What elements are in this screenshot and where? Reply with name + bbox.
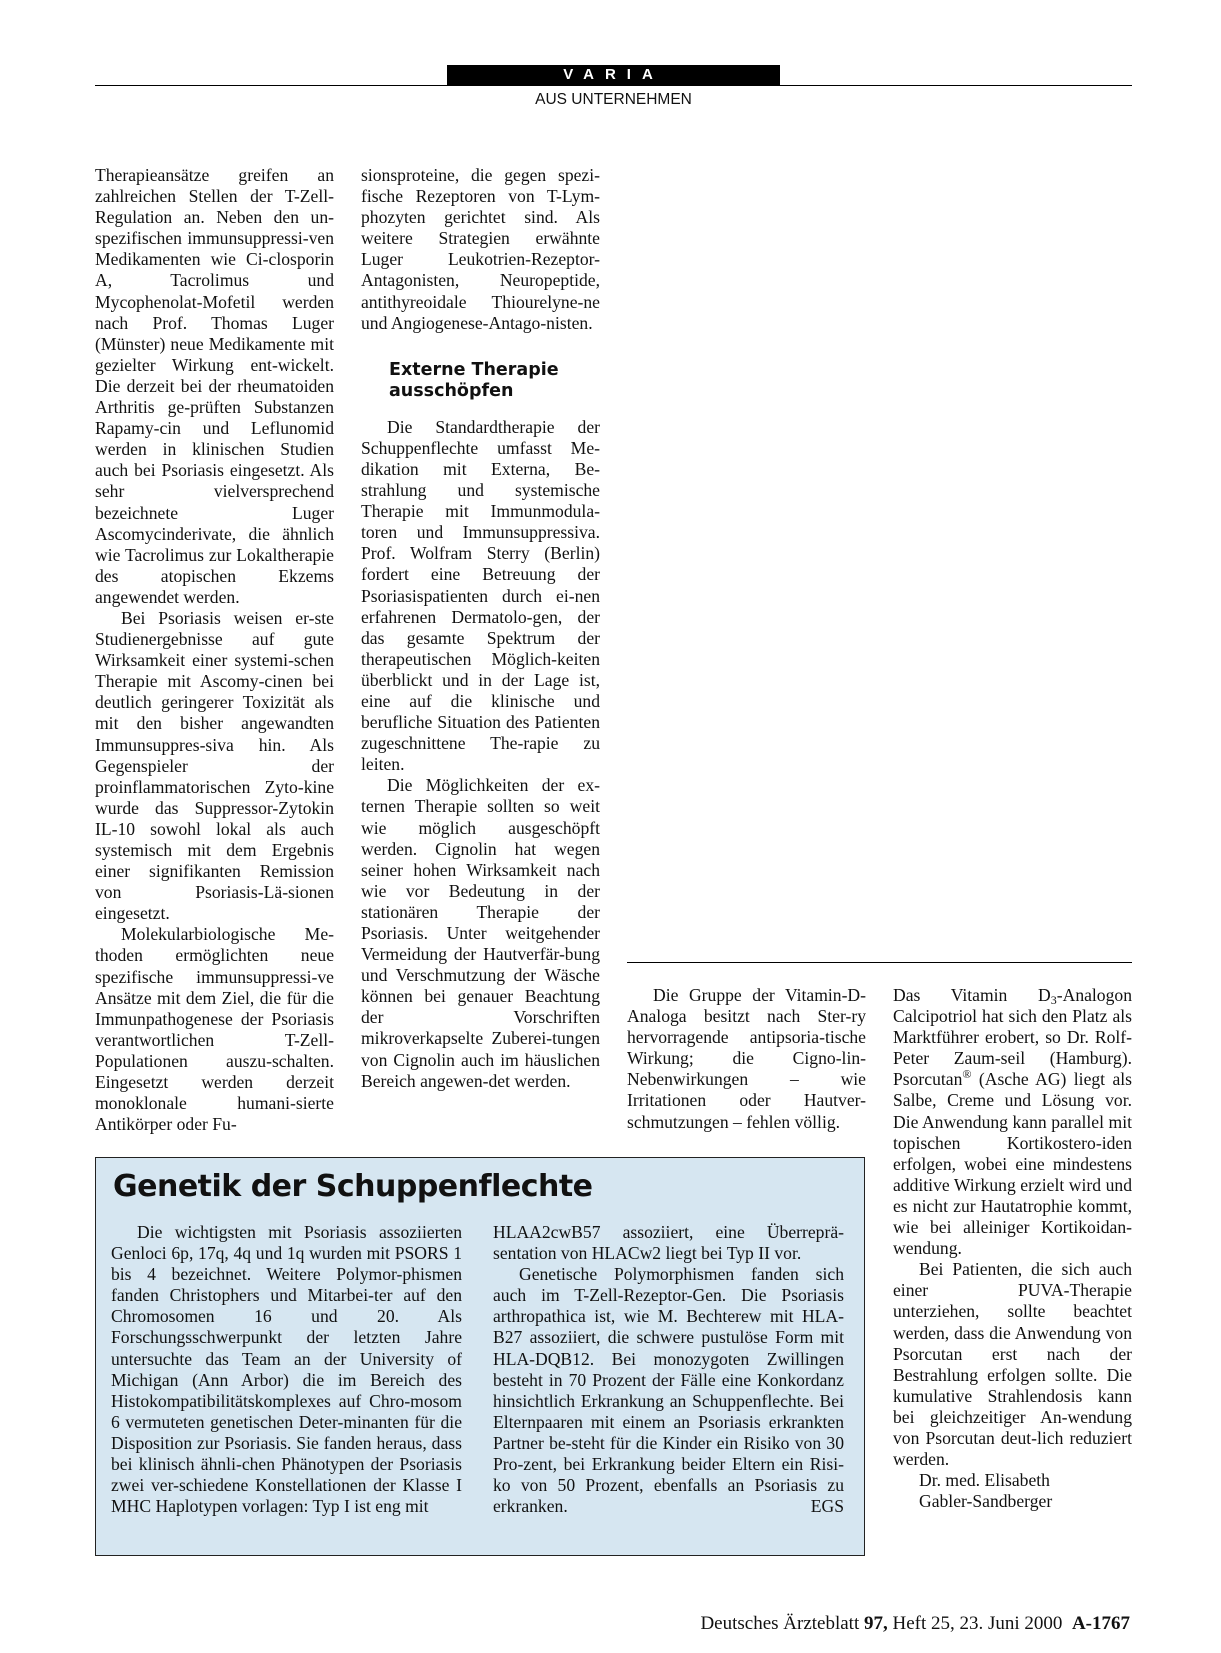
paragraph: Die Standardtherapie der Schuppenflechte umfasst Me-dikation mit Externa, Be-strahlung und systemische Therapie mit Immunmodula-toren und Immunsuppressiva. Prof. Wolfram Sterry (Berlin) fordert eine Betreuung der Psoriasispatienten durch ei-nen erfahrenen Dermatolo-gen, der das gesamte Spektrum der therapeutischen Möglich-keiten überblickt und in der Lage ist, eine auf die klinische und berufliche Situation des Patienten zugeschnittene The-rapie zu leiten. (361, 416, 600, 775)
paragraph: Die Gruppe der Vitamin-D-Analoga besitzt nach Ster-ry hervorragende antipsoria-tische Wirkung; die Cigno-lin-Nebenwirkungen – wie Irritationen oder Hautver-schmutzungen – fehlen völlig. (627, 985, 866, 1132)
page-number: A-1767 (1071, 1613, 1130, 1634)
page-footer (600, 1613, 1130, 1635)
info-box-column-2 (493, 1222, 844, 1517)
paragraph: Therapieansätze greifen an zahlreichen Stellen der T-Zell-Regulation an. Neben den un-spezifischen immunsuppressi-ven Medikamenten wie Ci-closporin A, Tacrolimus und Mycophenolat-Mofetil werden nach Prof. Thomas Luger (Münster) neue Medikamente mit gezielter Wirkung ent-wickelt. Die derzeit bei der rheumatoiden Arthritis ge-prüften Substanzen Rapamy-cin und Leflunomid werden in klinischen Studien auch bei Psoriasis eingesetzt. Als sehr vielversprechend bezeichnete Luger Ascomycinderivate, die ähnlich wie Tacrolimus zur Lokaltherapie des atopischen Ekzems angewendet werden. (95, 165, 334, 607)
section-label: AUS UNTERNEHMEN (535, 91, 692, 108)
article-column-1 (95, 165, 334, 1135)
image-area-rule (627, 962, 1132, 963)
journal-name: Deutsches Ärzteblatt (700, 1613, 860, 1634)
journal-volume: 97, (864, 1613, 888, 1634)
header-rule (95, 85, 1132, 86)
paragraph: sionsproteine, die gegen spezi-fische Rezeptoren von T-Lym-phozyten gerichtet sind. Als weitere Strategien erwähnte Luger Leukotrien-Rezeptor-Antagonisten, Neuropeptide, antithyreoidale Thiourelyne-ne und Angiogenese-Antago-nisten. (361, 165, 600, 333)
text-run: (Asche AG) liegt als Salbe, Creme und Lösung vor. Die Anwendung kann parallel mit topischen Kortikostero-iden erfolgen, wobei eine mindestens additive Wirkung erzielt wird und es nicht zur Hautatrophie kommt, wie bei alleiniger Kortikoidan-wendung. (893, 1069, 1132, 1259)
info-box (95, 1157, 865, 1556)
paragraph: Bei Patienten, die sich auch einer PUVA-Therapie unterziehen, sollte beachtet werden, dass die Anwendung von Psorcutan erst nach der Bestrahlung erfolgen sollte. Die kumulative Strahlendosis kann bei gleichzeitiger An-wendung von Psorcutan deut-lich reduziert werden. (893, 1259, 1132, 1470)
box-signature: EGS (810, 1496, 844, 1517)
journal-issue: Heft 25, 23. Juni 2000 (892, 1613, 1063, 1634)
text-run: Das Vitamin D (893, 985, 1051, 1005)
article-column-2 (361, 165, 600, 1092)
article-column-3 (627, 985, 866, 1133)
paragraph: Molekularbiologische Me-thoden ermöglichten neue spezifische immunsuppressi-ve Ansätze mit dem Ziel, die für die Immunpathogenese der Psoriasis verantwortlichen T-Zell-Populationen auszu-schalten. Eingesetzt werden derzeit monoklonale humani-sierte Antikörper oder Fu- (95, 924, 334, 1135)
paragraph: HLAA2cwB57 assoziiert, eine Überreprä-sentation von HLACw2 liegt bei Typ II vor. (493, 1222, 844, 1264)
paragraph: Genetische Polymorphismen fanden sich auch im T-Zell-Rezeptor-Gen. Die Psoriasis arthropathica ist, wie M. Bechterew mit HLA-B27 assoziiert, die schwere pustulöse Form mit HLA-DQB12. Bei monozygoten Zwillingen besteht in 70 Prozent der Fälle eine Konkordanz hinsichtlich Erkrankung an Schuppenflechte. Bei Elternpaaren mit einem an Psoriasis erkrankten Partner be-steht für die Kinder ein Risiko von 30 Pro-zent, bei Erkrankung beider Eltern ein Risi-ko von 50 Prozent, ebenfalls an Psoriasis zu erkranken. (493, 1264, 844, 1517)
article-column-4 (893, 985, 1132, 1512)
paragraph: Die wichtigsten mit Psoriasis assoziierten Genloci 6p, 17q, 4q und 1q wurden mit PSORS 1 bis 4 bezeichnet. Weitere Polymor-phismen fanden Christophers und Mitarbei-ter auf den Chromosomen 16 und 20. Als Forschungsschwerpunkt der letzten Jahre untersuchte das Team an der University of Michigan (Ann Arbor) die im Bereich des Histokompatibilitätskomplexes auf Chro-mosom 6 vermuteten genetischen Deter-minanten für die Disposition zur Psoriasis. Sie fanden heraus, dass bei klinisch ähnli-chen Phänotypen der Psoriasis zwei ver-schiedene Konstellationen der Klasse I MHC Haplotypen vorlagen: Typ I ist eng mit (111, 1222, 462, 1517)
author-line: Dr. med. Elisabeth (919, 1470, 1050, 1491)
info-box-column-1 (111, 1222, 462, 1517)
subscript: 3 (1050, 993, 1057, 1007)
section-banner: VARIA (447, 65, 780, 85)
paragraph (893, 985, 1132, 1259)
info-box-title: Genetik der Schuppenflechte (113, 1169, 593, 1204)
author-line: Gabler-Sandberger (919, 1491, 1053, 1512)
paragraph: Die Möglichkeiten der ex-ternen Therapie sollten so weit wie möglich ausgeschöpft werden. Cignolin hat wegen seiner hohen Wirksamkeit nach wie vor Bedeutung in der stationären Therapie der Psoriasis. Unter weitgehender Vermeidung der Hautverfär-bung und Verschmutzung der Wäsche können bei genauer Beachtung der Vorschriften mikroverkapselte Zuberei-tungen von Cignolin auch im häuslichen Bereich angewen-det werden. (361, 775, 600, 1091)
registered-mark: ® (962, 1067, 972, 1082)
paragraph: Bei Psoriasis weisen er-ste Studienergebnisse auf gute Wirksamkeit einer systemi-schen Therapie mit Ascomy-cinen bei deutlich geringerer Toxizität als mit den bisher angewandten Immunsuppres-siva hin. Als Gegenspieler der proinflammatorischen Zyto-kine wurde das Suppressor-Zytokin IL-10 sowohl lokal als auch systemisch mit dem Ergebnis einer signifikanten Remission von Psoriasis-Lä-sionen eingesetzt. (95, 607, 334, 924)
text-run: -Analogon Calcipotriol hat sich den Platz als Marktführer erobert, so Dr. Rolf-Peter Zaum-seil (Hamburg). Psorcutan (893, 985, 1132, 1090)
subheading: Externe Therapie ausschöpfen (389, 359, 559, 401)
